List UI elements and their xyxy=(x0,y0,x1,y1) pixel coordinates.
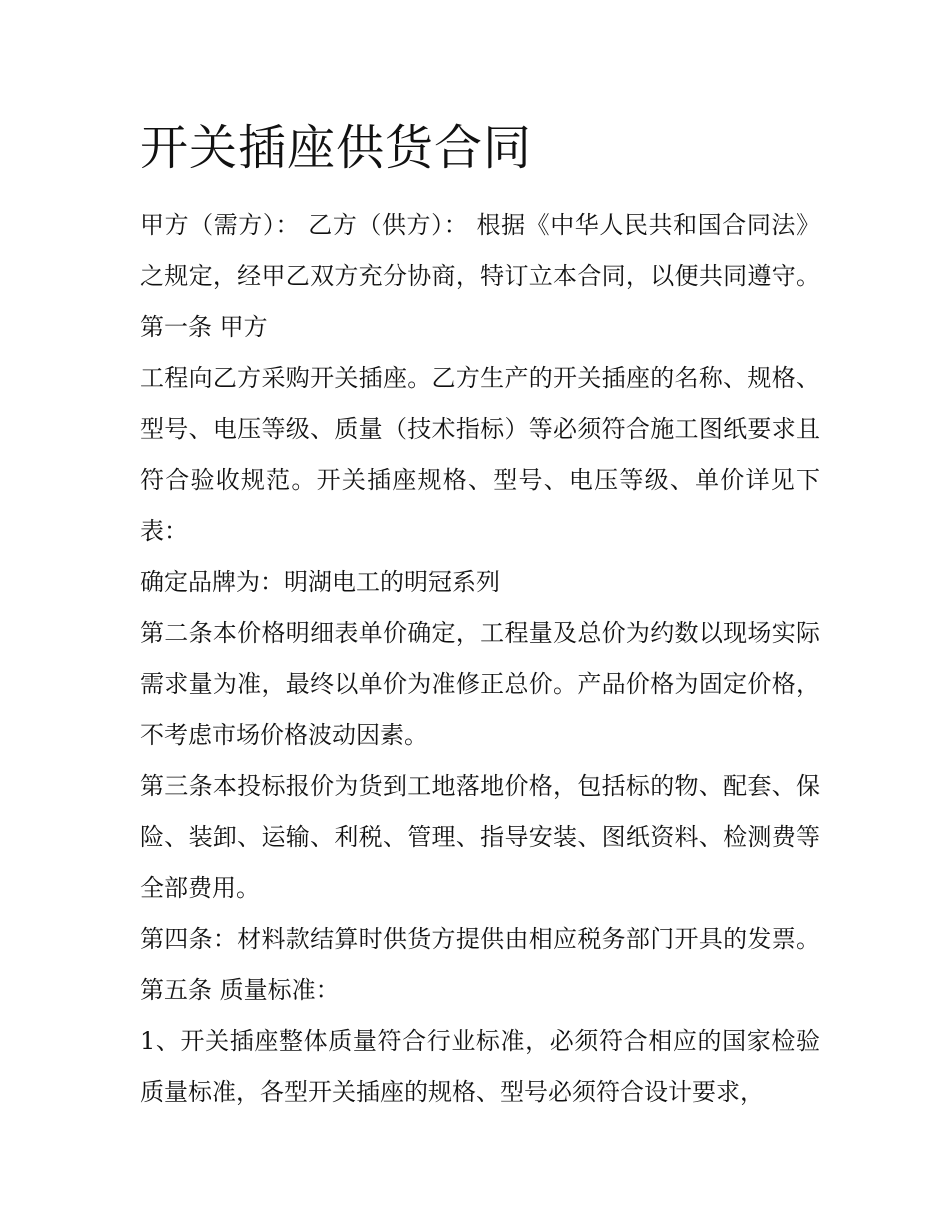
paragraph-article-3: 第三条本投标报价为货到工地落地价格，包括标的物、配套、保险、装卸、运输、利税、管理、指导安装、图纸资料、检测费等全部费用。 xyxy=(140,772,820,902)
document-title: 开关插座供货合同 xyxy=(140,120,533,176)
paragraph-parties: 甲方（需方）： 乙方（供方）： 根据《中华人民共和国合同法》之规定，经甲乙双方充分协商，特订立本合同，以便共同遵守。 第一条 甲方 xyxy=(140,211,820,341)
paragraph-quality-item-1: 1、开关插座整体质量符合行业标准，必须符合相应的国家检验质量标准，各型开关插座的规格、型号必须符合设计要求， xyxy=(140,1027,820,1106)
paragraph-article-2: 第二条本价格明细表单价确定，工程量及总价为约数以现场实际需求量为准，最终以单价为准修正总价。产品价格为固定价格，不考虑市场价格波动因素。 xyxy=(140,619,820,749)
paragraph-procurement: 工程向乙方采购开关插座。乙方生产的开关插座的名称、规格、型号、电压等级、质量（技术指标）等必须符合施工图纸要求且符合验收规范。开关插座规格、型号、电压等级、单价详见下表： xyxy=(140,364,820,545)
paragraph-article-4-5: 第四条：材料款结算时供货方提供由相应税务部门开具的发票。 第五条 质量标准： xyxy=(140,925,820,1004)
paragraph-brand: 确定品牌为：明湖电工的明冠系列 xyxy=(140,568,500,596)
document-page xyxy=(140,112,820,1118)
